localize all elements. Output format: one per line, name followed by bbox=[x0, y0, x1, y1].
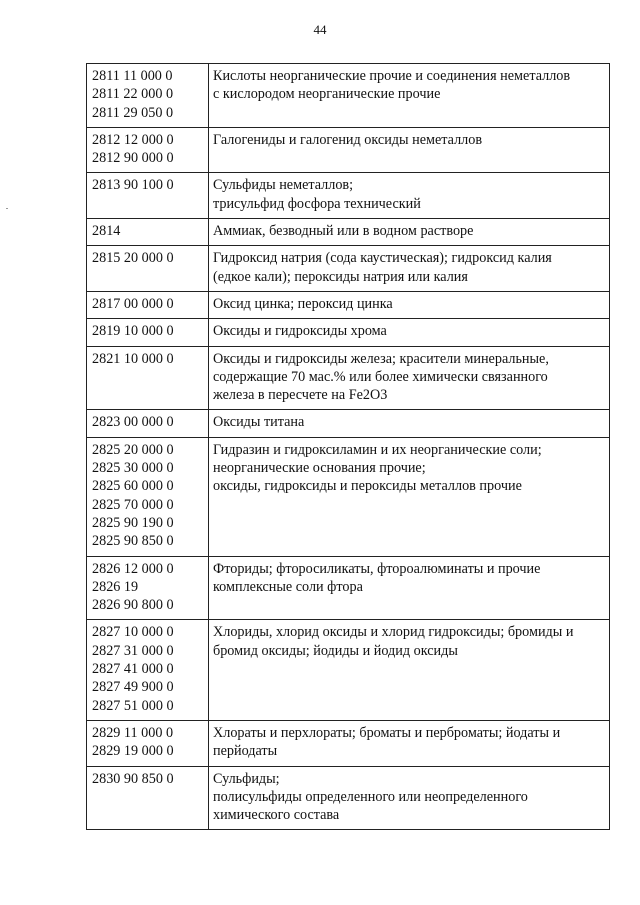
description-text: бромид оксиды; йодиды и йодид оксиды bbox=[213, 642, 458, 659]
code-cell bbox=[87, 291, 209, 318]
code-value: 2827 41 000 0 bbox=[92, 661, 174, 678]
code-value: 2826 19 bbox=[92, 578, 139, 595]
description-cell bbox=[209, 127, 610, 173]
table-row bbox=[87, 291, 610, 318]
description-cell bbox=[209, 556, 610, 620]
code-cell bbox=[87, 319, 209, 346]
description-cell bbox=[209, 219, 610, 246]
code-value: 2814 bbox=[92, 223, 121, 240]
code-value: 2826 12 000 0 bbox=[92, 560, 174, 577]
code-value: 2811 29 050 0 bbox=[92, 104, 174, 121]
code-value: 2819 10 000 0 bbox=[92, 323, 174, 340]
code-cell bbox=[87, 437, 209, 556]
table-row bbox=[87, 410, 610, 437]
code-cell bbox=[87, 766, 209, 830]
table-row bbox=[87, 346, 610, 410]
code-value: 2811 22 000 0 bbox=[92, 86, 174, 103]
code-value: 2829 11 000 0 bbox=[92, 724, 174, 741]
description-text: Оксиды и гидроксиды железа; красители минеральные, bbox=[213, 350, 549, 367]
table-row bbox=[87, 720, 610, 766]
description-text: химического состава bbox=[213, 807, 340, 824]
description-text: оксиды, гидроксиды и пероксиды металлов прочие bbox=[213, 478, 522, 495]
description-cell bbox=[209, 410, 610, 437]
code-value: 2827 31 000 0 bbox=[92, 642, 174, 659]
code-cell bbox=[87, 127, 209, 173]
description-text: Кислоты неорганические прочие и соединения неметаллов bbox=[213, 68, 571, 84]
description-text: Хлораты и перхлораты; броматы и перброматы; йодаты и bbox=[213, 724, 561, 741]
code-value: 2827 51 000 0 bbox=[92, 697, 174, 714]
description-text: Гидразин и гидроксиламин и их неорганические соли; bbox=[213, 441, 542, 458]
code-value: 2812 90 000 0 bbox=[92, 150, 174, 167]
table-row bbox=[87, 556, 610, 620]
code-value: 2825 30 000 0 bbox=[92, 460, 174, 477]
description-cell bbox=[209, 246, 610, 292]
description-text: Хлориды, хлорид оксиды и хлорид гидроксиды; бромиды и bbox=[213, 624, 574, 641]
description-text: неорганические основания прочие; bbox=[213, 460, 426, 477]
code-value: 2812 12 000 0 bbox=[92, 131, 174, 148]
table-row bbox=[87, 319, 610, 346]
description-text: железа в пересчете на Fe2O3 bbox=[213, 387, 388, 404]
code-value: 2825 70 000 0 bbox=[92, 496, 174, 513]
table-row bbox=[87, 620, 610, 720]
description-cell bbox=[209, 346, 610, 410]
description-cell bbox=[209, 173, 610, 219]
code-value: 2821 10 000 0 bbox=[92, 350, 174, 367]
code-value: 2823 00 000 0 bbox=[92, 414, 174, 431]
code-cell bbox=[87, 173, 209, 219]
codes-table bbox=[86, 63, 610, 830]
code-value: 2817 00 000 0 bbox=[92, 295, 174, 312]
description-text: с кислородом неорганические прочие bbox=[213, 86, 441, 103]
code-value: 2825 60 000 0 bbox=[92, 478, 174, 495]
description-cell bbox=[209, 720, 610, 766]
description-cell bbox=[209, 437, 610, 556]
description-cell bbox=[209, 291, 610, 318]
table-row bbox=[87, 173, 610, 219]
scan-mark bbox=[6, 208, 8, 209]
code-value: 2813 90 100 0 bbox=[92, 177, 174, 194]
code-value: 2825 90 850 0 bbox=[92, 533, 174, 550]
description-cell bbox=[209, 766, 610, 830]
description-cell bbox=[209, 64, 610, 128]
code-value: 2827 49 900 0 bbox=[92, 679, 174, 696]
code-value: 2830 90 850 0 bbox=[92, 770, 174, 787]
code-cell bbox=[87, 556, 209, 620]
description-text: (едкое кали); пероксиды натрия или калия bbox=[213, 268, 468, 285]
description-text: содержащие 70 мас.% или более химически связанного bbox=[213, 368, 548, 385]
code-value: 2825 20 000 0 bbox=[92, 441, 174, 458]
code-cell bbox=[87, 219, 209, 246]
description-text: Галогениды и галогенид оксиды неметаллов bbox=[213, 131, 483, 148]
description-cell bbox=[209, 319, 610, 346]
description-text: Оксид цинка; пероксид цинка bbox=[213, 295, 393, 312]
description-text: Фториды; фторосиликаты, фтороалюминаты и прочие bbox=[213, 560, 541, 577]
table-row bbox=[87, 766, 610, 830]
table-row bbox=[87, 127, 610, 173]
description-text: Гидроксид натрия (сода каустическая); гидроксид калия bbox=[213, 250, 552, 267]
code-value: 2815 20 000 0 bbox=[92, 250, 174, 267]
code-cell bbox=[87, 620, 209, 720]
description-cell bbox=[209, 620, 610, 720]
code-value: 2826 90 800 0 bbox=[92, 597, 174, 614]
code-cell bbox=[87, 246, 209, 292]
code-value: 2811 11 000 0 bbox=[92, 68, 173, 84]
table-row bbox=[87, 437, 610, 556]
description-text: Оксиды титана bbox=[213, 414, 305, 431]
description-text: Оксиды и гидроксиды хрома bbox=[213, 323, 387, 340]
table-body bbox=[87, 64, 610, 830]
page-number: 44 bbox=[313, 22, 327, 37]
code-value: 2825 90 190 0 bbox=[92, 514, 174, 531]
code-cell bbox=[87, 346, 209, 410]
description-text: Сульфиды; bbox=[213, 770, 280, 787]
table-row bbox=[87, 219, 610, 246]
description-text: комплексные соли фтора bbox=[213, 578, 363, 595]
table-row bbox=[87, 64, 610, 128]
description-text: Аммиак, безводный или в водном растворе bbox=[213, 223, 474, 240]
code-value: 2829 19 000 0 bbox=[92, 743, 174, 760]
code-cell bbox=[87, 410, 209, 437]
code-value: 2827 10 000 0 bbox=[92, 624, 174, 641]
code-cell bbox=[87, 64, 209, 128]
description-text: трисульфид фосфора технический bbox=[213, 195, 421, 212]
table-row bbox=[87, 246, 610, 292]
description-text: полисульфиды определенного или неопределенного bbox=[213, 788, 528, 805]
code-cell bbox=[87, 720, 209, 766]
description-text: перйодаты bbox=[213, 743, 278, 760]
description-text: Сульфиды неметаллов; bbox=[213, 177, 354, 194]
